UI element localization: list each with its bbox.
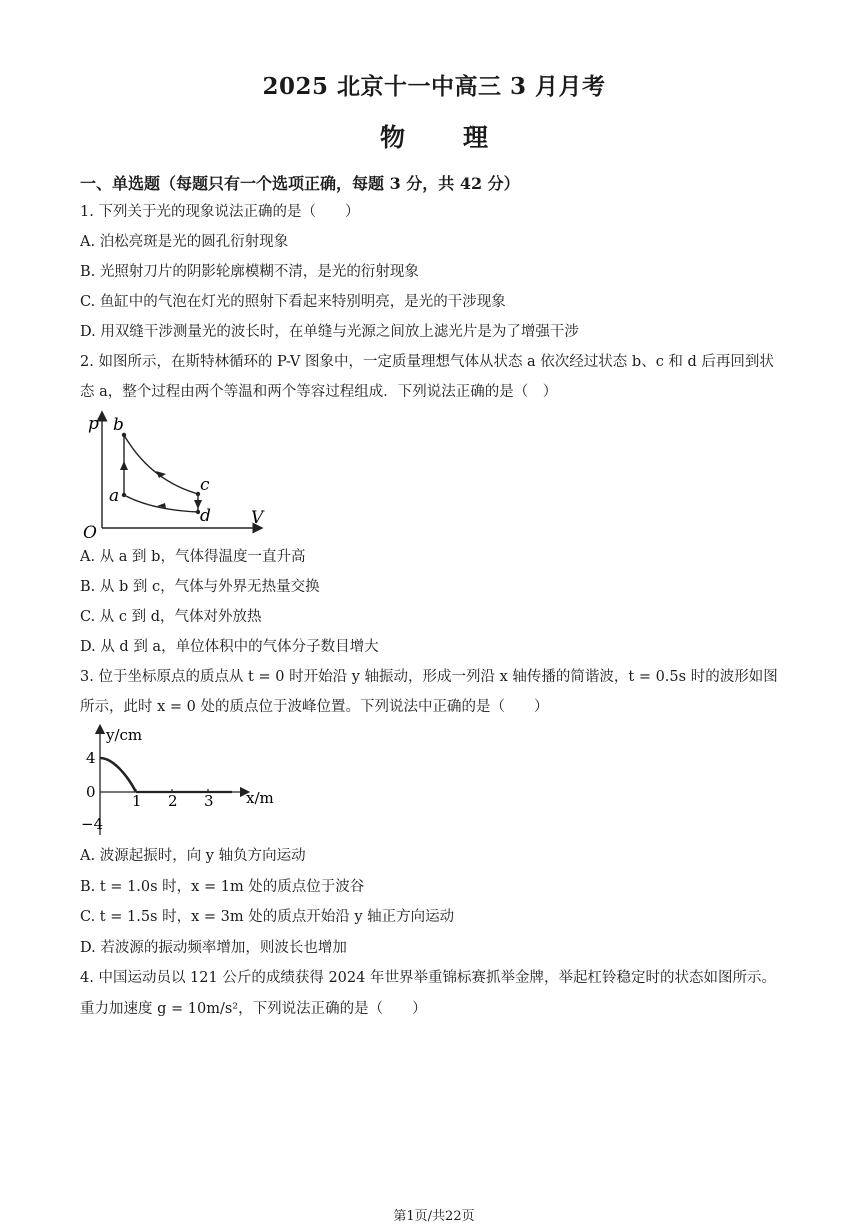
q3-option-c: C. t = 1.5s 时，x = 3m 处的质点开始沿 y 轴正方向运动 [80, 909, 455, 925]
q3-stem-line2: 所示，此时 x = 0 处的质点位于波峰位置。下列说法中正确的是（ ） [80, 699, 549, 715]
x-axis-label: x/m [246, 789, 274, 807]
x-tick-1: 1 [132, 792, 142, 810]
q1-stem: 1. 下列关于光的现象说法正确的是（ ） [80, 204, 360, 220]
label-b: b [113, 415, 124, 435]
process-b-c [124, 435, 198, 494]
process-d-a [124, 495, 198, 512]
x-tick-3: 3 [204, 792, 214, 810]
q1-option-b: B. 光照射刀片的阴影轮廓模糊不清，是光的衍射现象 [80, 264, 419, 280]
q2-stem-line2: 态 a，整个过程由两个等温和两个等容过程组成．下列说法正确的是（ ） [80, 384, 558, 400]
q4-stem-line1: 4. 中国运动员以 121 公斤的成绩获得 2024 年世界举重锦标赛抓举金牌，举起杠铃稳定时的状态如图所示。 [80, 970, 776, 986]
label-a: a [109, 486, 120, 506]
q2-option-c: C. 从 c 到 d，气体对外放热 [80, 609, 262, 625]
q3-stem-line1: 3. 位于坐标原点的质点从 t = 0 时开始沿 y 轴振动，形成一列沿 x 轴传播的简谐波，t = 0.5s 时的波形如图 [80, 669, 778, 685]
q1-option-a: A. 泊松亮斑是光的圆孔衍射现象 [80, 234, 289, 250]
pv-diagram [80, 408, 270, 543]
section-heading: 一、单选题（每题只有一个选项正确，每题 3 分，共 42 分） [80, 174, 520, 193]
q2-stem-line1: 2. 如图所示，在斯特林循环的 P-V 图象中，一定质量理想气体从状态 a 依次经过状态 b、c 和 d 后再回到状 [80, 354, 774, 370]
label-c: c [200, 475, 210, 495]
arrow-up [120, 461, 128, 470]
page-title: 2025 北京十一中高三 3 月月考 [262, 73, 606, 100]
q3-option-d: D. 若波源的振动频率增加，则波长也增加 [80, 940, 347, 956]
y-tick-neg4: −4 [81, 815, 104, 833]
q3-option-b: B. t = 1.0s 时，x = 1m 处的质点位于波谷 [80, 879, 365, 895]
q2-option-b: B. 从 b 到 c，气体与外界无热量交换 [80, 579, 320, 595]
q2-option-d: D. 从 d 到 a，单位体积中的气体分子数目增大 [80, 639, 379, 655]
y-tick-0: 0 [86, 783, 96, 801]
q4-stem-line2: 重力加速度 g = 10m/s²，下列说法正确的是（ ） [80, 1001, 427, 1017]
label-v: V [251, 508, 264, 528]
label-d: d [200, 506, 211, 526]
page-number: 第1页/共22页 [393, 1209, 475, 1224]
wave-graph [80, 723, 280, 841]
label-p: p [88, 414, 99, 434]
q1-option-c: C. 鱼缸中的气泡在灯光的照射下看起来特别明亮，是光的干涉现象 [80, 294, 506, 310]
q3-option-a: A. 波源起振时，向 y 轴负方向运动 [80, 848, 306, 864]
waveform-curve [100, 758, 136, 792]
point-a [122, 493, 126, 497]
q2-option-a: A. 从 a 到 b，气体得温度一直升高 [80, 549, 306, 565]
label-origin: O [83, 523, 97, 543]
y-tick-4: 4 [86, 749, 96, 767]
y-axis-label: y/cm [106, 726, 143, 744]
subject-title: 物理 [379, 123, 546, 152]
x-tick-2: 2 [168, 792, 178, 810]
q1-option-d: D. 用双缝干涉测量光的波长时，在单缝与光源之间放上滤光片是为了增强干涉 [80, 324, 579, 340]
